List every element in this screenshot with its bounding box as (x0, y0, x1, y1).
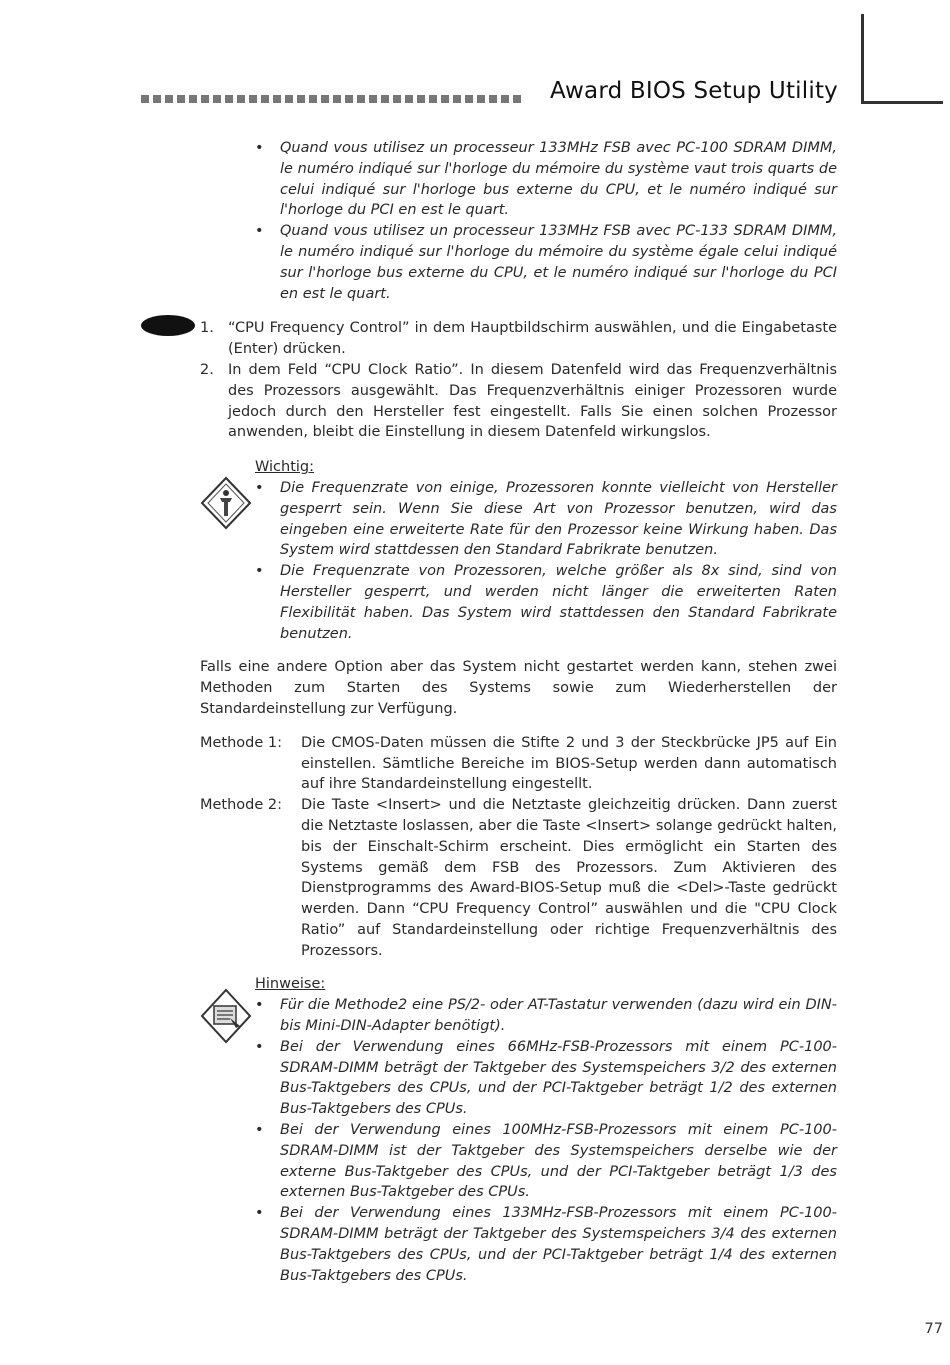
step-number: 1. (200, 320, 214, 337)
hinweise-note (200, 974, 837, 1286)
intro-paragraph: Falls eine andere Option aber das System nicht gestartet werden kann, stehen zwei Methoden zum Starten des Systems sowie zum Wiederherstellen der Standardeinstellung zur Verfügung. (200, 659, 837, 717)
language-marker-icon (141, 315, 195, 336)
list-item (200, 1037, 837, 1120)
step-number: 2. (200, 361, 214, 378)
wichtig-bullet-list (200, 478, 837, 644)
bullet-marker: • (255, 1038, 264, 1055)
bullet-marker: • (255, 479, 264, 496)
bullet-text: Bei der Verwendung eines 133MHz-FSB-Prozessors mit einem PC-100-SDRAM-DIMM beträgt der Taktgeber des Systemspeichers 3/4 des externen Bus-Taktgebers des CPUs, und der PCI-Taktgeber beträgt 1/4 des externen Bus-Taktgebers des CPUs. (280, 1205, 837, 1284)
bullet-marker: • (255, 223, 264, 240)
list-item (200, 221, 837, 304)
bullet-text: Bei der Verwendung eines 66MHz-FSB-Prozessors mit einem PC-100-SDRAM-DIMM beträgt der Taktgeber des Systemspeichers 3/2 des externen Bus-Taktgebers des CPUs, und der PCI-Taktgeber beträgt 1/2 des externen Bus-Taktgebers des CPUs. (280, 1038, 837, 1118)
numbered-steps (200, 318, 837, 443)
bullet-text: Bei der Verwendung eines 100MHz-FSB-Prozessors mit einem PC-100-SDRAM-DIMM ist der Taktgeber des Systemspeichers derselbe wie der externe Bus-Taktgeber des CPUs, und der PCI-Taktgeber beträgt 1/3 des externen Bus-Taktgeber des CPUs. (280, 1122, 837, 1201)
top-bullet-list (200, 138, 837, 304)
bullet-text: Quand vous utilisez un processeur 133MHz FSB avec PC-100 SDRAM DIMM, le numéro indiqué sur l'horloge du mémoire du système vaut trois quarts de celui indiqué sur l'horloge bus externe du CPU, et le numéro indiqué sur l'horloge du PCI en est le quart. (280, 140, 837, 219)
wichtig-heading: Wichtig: (255, 459, 315, 476)
step-item (200, 360, 837, 443)
bullet-marker: • (255, 1205, 264, 1222)
bullet-marker: • (255, 1122, 264, 1139)
list-item (200, 561, 837, 644)
wichtig-note (200, 457, 837, 644)
step-text: In dem Feld “CPU Clock Ratio”. In diesem Datenfeld wird das Frequenzverhältnis des Prozessors ausgewählt. Das Frequenzverhältnis einiger Prozessoren wurde jedoch durch den Hersteller fest eingestellt. Falls Sie einen solchen Prozessor anwenden, bleibt die Einstellung in diesem Datenfeld wirkungslos. (228, 361, 837, 441)
method-label: Methode 1: (200, 734, 283, 751)
bullet-text: Quand vous utilisez un processeur 133MHz FSB avec PC-133 SDRAM DIMM, le numéro indiqué sur l'horloge du mémoire du système égale celui indiqué sur l'horloge bus externe du CPU, et le numéro indiqué sur l'horloge du PCI en est le quart. (280, 223, 837, 302)
bullet-text: Für die Methode2 eine PS/2- oder AT-Tastatur verwenden (dazu wird ein DIN- bis Mini-DIN-Adapter benötigt). (280, 997, 837, 1035)
page-header-title: Award BIOS Setup Utility (550, 78, 838, 104)
method-label: Methode 2: (200, 797, 283, 814)
corner-frame-vertical (861, 14, 864, 104)
page-number: 77 (924, 1321, 943, 1337)
list-item (200, 138, 837, 221)
list-item (200, 1120, 837, 1203)
methods-list (200, 733, 837, 962)
header-square-bar (141, 95, 521, 103)
method-text: Die Taste <Insert> und die Netztaste gleichzeitig drücken. Dann zuerst die Netztaste loslassen, aber die Taste <Insert> solange gedrückt halten, bis der Einschalt-Schirm erscheint. Dies ermöglicht ein Starten des Systems gemäß dem FSB des Prozessors. Zum Aktivieren des Dienstprogramms des Award-BIOS-Setup muß die <Del>-Taste gedrückt werden. Dann “CPU Frequency Control” auswählen und die "CPU Clock Ratio” auf Standardeinstellung oder richtige Frequenzverhältnis des Prozessors. (301, 797, 837, 959)
bullet-marker: • (255, 997, 264, 1014)
method-item (200, 733, 837, 795)
bullet-text: Die Frequenzrate von einige, Prozessoren konnte vielleicht von Hersteller gesperrt sein. Wenn Sie diese Art von Prozessor benutzen, wird das eingeben eine erweiterte Rate für den Prozessor keine Wirkung haben. Das System wird stattdessen den Standard Fabrikrate benutzen. (280, 479, 837, 559)
method-text: Die CMOS-Daten müssen die Stifte 2 und 3 der Steckbrücke JP5 auf Ein einstellen. Sämtliche Bereiche im BIOS-Setup werden dann automatisch auf ihre Standardeinstellung eingestellt. (301, 734, 837, 793)
method-item (200, 795, 837, 961)
bullet-marker: • (255, 140, 264, 156)
bullet-marker: • (255, 563, 264, 580)
corner-frame-horizontal (861, 101, 943, 104)
list-item (200, 478, 837, 561)
bullet-text: Die Frequenzrate von Prozessoren, welche größer als 8x sind, sind von Hersteller gesperrt, und werden nicht länger die erweiterten Raten Flexibilität haben. Das System wird stattdessen den Standard Fabrikrate benutzen. (280, 563, 837, 642)
page-content (200, 138, 837, 1286)
step-text: “CPU Frequency Control” in dem Hauptbildschirm auswählen, und die Eingabetaste (Enter) drücken. (228, 320, 837, 358)
step-item (200, 318, 837, 360)
list-item (200, 1203, 837, 1286)
hinweise-heading: Hinweise: (255, 976, 326, 993)
hinweise-bullet-list (200, 995, 837, 1286)
list-item (200, 995, 837, 1037)
